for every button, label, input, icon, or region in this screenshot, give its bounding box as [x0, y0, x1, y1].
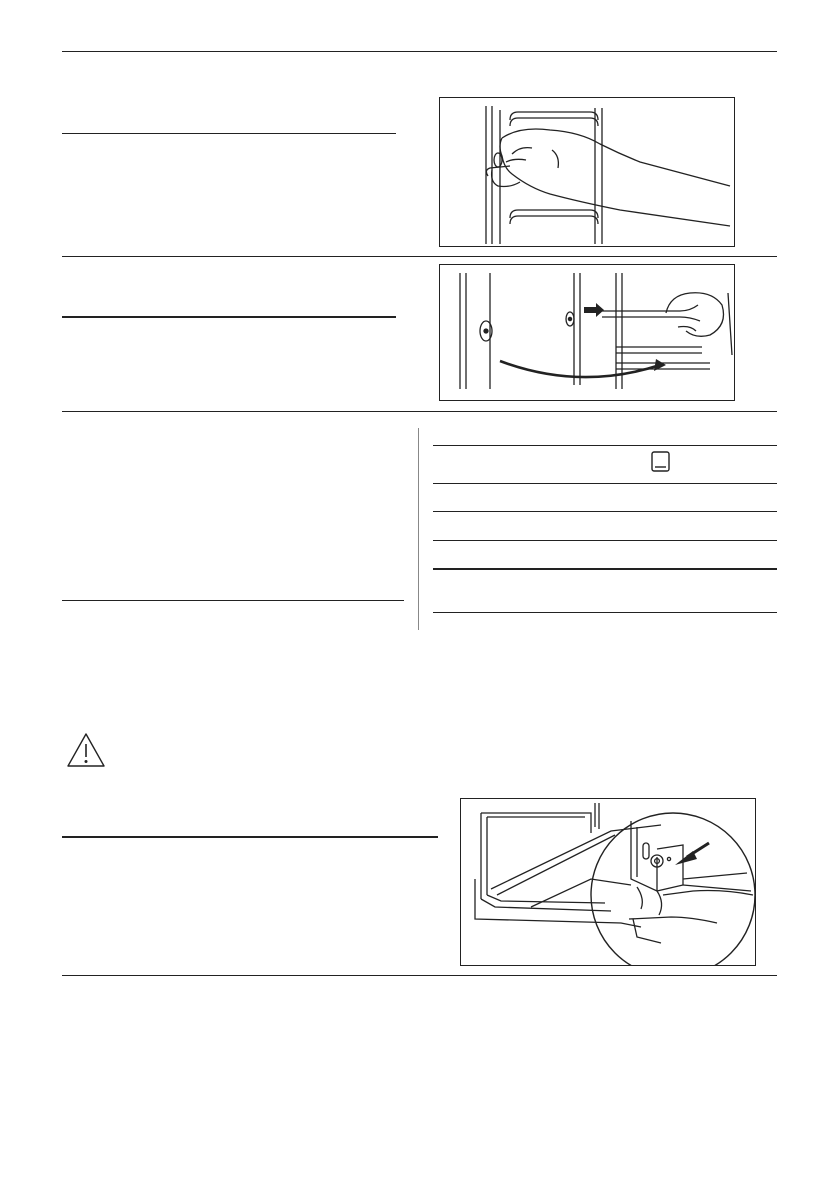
oven-function-square-icon: [651, 451, 670, 472]
table-top-rule: [433, 445, 777, 446]
step-2-rule: [62, 316, 396, 318]
step-1-rule: [62, 133, 396, 134]
figure-install-shelf-support: [439, 264, 735, 401]
header-rule: [62, 51, 777, 52]
hand-pulling-shelf-support-illustration: [440, 98, 734, 246]
column-divider: [418, 428, 419, 630]
hand-installing-shelf-support-illustration: [440, 265, 734, 400]
step-4-rule: [62, 836, 438, 838]
section-2-top-rule: [62, 256, 777, 257]
table-row-rule-4: [433, 568, 777, 570]
section-3-top-rule: [62, 411, 777, 412]
section-4-bottom-rule: [62, 975, 777, 976]
step-3-rule: [62, 600, 404, 601]
table-bottom-rule: [433, 612, 777, 613]
figure-door-hinge-lock: [460, 798, 756, 966]
oven-door-hinge-lever-illustration: [461, 799, 755, 965]
table-row-rule-2: [433, 511, 777, 512]
table-row-rule-3: [433, 540, 777, 541]
warning-triangle-icon: [66, 732, 106, 768]
figure-remove-shelf-support: [439, 97, 735, 247]
table-row-rule-1: [433, 483, 777, 484]
